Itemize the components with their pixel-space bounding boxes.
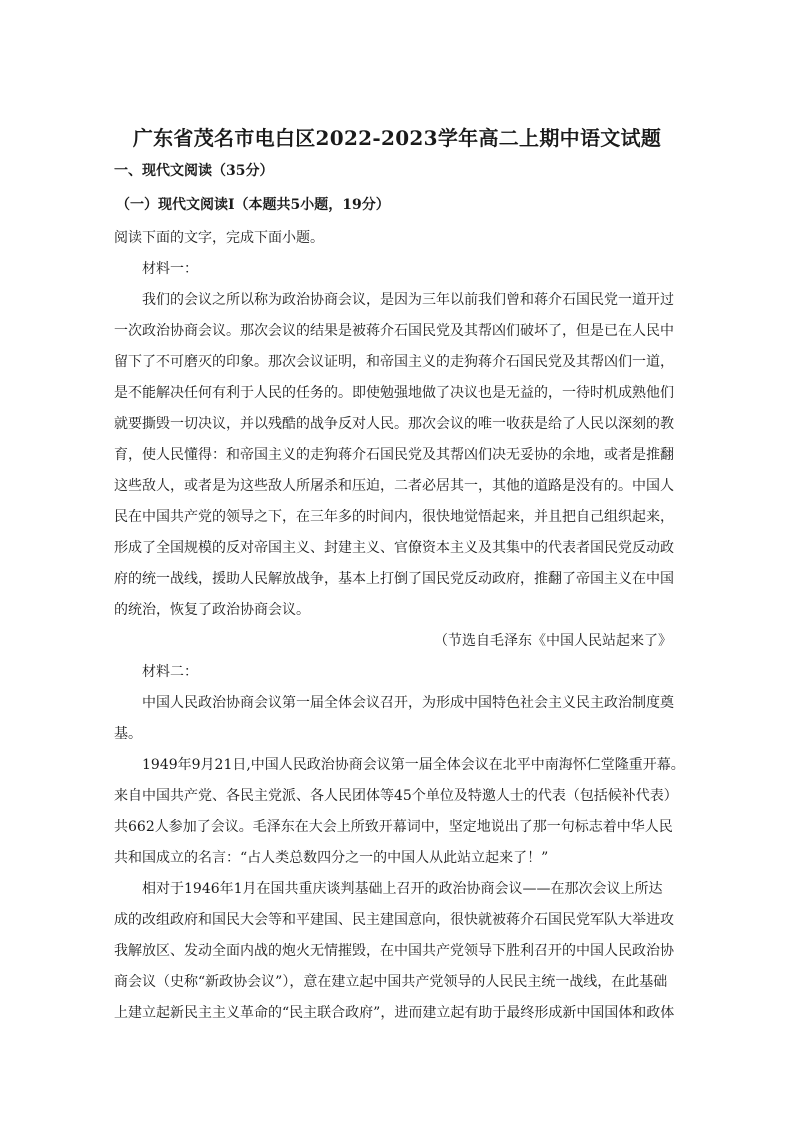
material1-line: 形成了全国规模的反对帝国主义、封建主义、官僚资本主义及其集中的代表者国民党反动政 — [114, 540, 674, 556]
material2-line: 来自中国共产党、各民主党派、各人民团体等45个单位及特邀人士的代表（包括候补代表） — [114, 788, 678, 804]
reading-instruction: 阅读下面的文字，完成下面小题。 — [114, 230, 324, 246]
material2-line: 我解放区、发动全面内战的炮火无情摧毁，在中国共产党领导下胜利召开的中国人民政治协 — [114, 943, 674, 959]
section-heading: 一、现代文阅读（35分） — [114, 163, 274, 179]
material1-line: 这些敌人，或者是为这些敌人所屠杀和压迫，二者必居其一，其他的道路是没有的。中国人 — [114, 478, 674, 494]
material1-line: 就要撕毁一切决议，并以残酷的战争反对人民。那次会议的唯一收获是给了人民以深刻的教 — [114, 416, 674, 432]
document-title: 广东省茂名市电白区2022-2023学年高二上期中语文试题 — [132, 126, 662, 150]
material1-source: （节选自毛泽东《中国人民站起来了》 — [434, 633, 672, 649]
subsection-heading: （一）现代文阅读Ⅰ（本题共5小题，19分） — [116, 197, 390, 213]
material1-line: 府的统一战线，援助人民解放战争，基本上打倒了国民党反动政府，推翻了帝国主义在中国 — [114, 571, 674, 587]
material1-line: 我们的会议之所以称为政治协商会议，是因为三年以前我们曾和蒋介石国民党一道开过 — [142, 292, 674, 308]
material1-line: 留下了不可磨灭的印象。那次会议证明，和帝国主义的走狗蒋介石国民党及其帮凶们一道， — [114, 354, 674, 370]
material2-line: 1949年9月21日,中国人民政治协商会议第一届全体会议在北平中南海怀仁堂隆重开幕。 — [142, 757, 685, 773]
material2-line: 共和国成立的名言：“占人类总数四分之一的中国人从此站立起来了！” — [114, 850, 549, 866]
material1-line: 民在中国共产党的领导之下，在三年多的时间内，很快地觉悟起来，并且把自己组织起来， — [114, 509, 674, 525]
material1-line: 是不能解决任何有利于人民的任务的。即使勉强地做了决议也是无益的，一待时机成熟他们 — [114, 385, 674, 401]
material2-line: 中国人民政治协商会议第一届全体会议召开，为形成中国特色社会主义民主政治制度奠 — [142, 695, 674, 711]
material1-label: 材料一： — [142, 261, 198, 277]
material1-line: 育，使人民懂得：和帝国主义的走狗蒋介石国民党及其帮凶们决无妥协的余地，或者是推翻 — [114, 447, 674, 463]
material2-label: 材料二： — [142, 664, 198, 680]
material2-line: 上建立起新民主主义革命的“民主联合政府”，进而建立起有助于最终形成新中国国体和政体 — [114, 1005, 675, 1021]
material2-line: 共662人参加了会议。毛泽东在大会上所致开幕词中，坚定地说出了那一句标志着中华人民 — [114, 819, 673, 835]
material1-line: 一次政治协商会议。那次会议的结果是被蒋介石国民党及其帮凶们破坏了，但是已在人民中 — [114, 323, 674, 339]
material1-line: 的统治，恢复了政治协商会议。 — [114, 602, 310, 618]
material2-line: 基。 — [114, 726, 142, 742]
material2-line: 商会议（史称“新政协会议”），意在建立起中国共产党领导的人民民主统一战线，在此基础 — [114, 974, 668, 990]
material2-line: 相对于1946年1月在国共重庆谈判基础上召开的政治协商会议——在那次会议上所达 — [142, 881, 663, 897]
material2-line: 成的改组政府和国民大会等和平建国、民主建国意向，很快就被蒋介石国民党军队大举进攻 — [114, 912, 674, 928]
